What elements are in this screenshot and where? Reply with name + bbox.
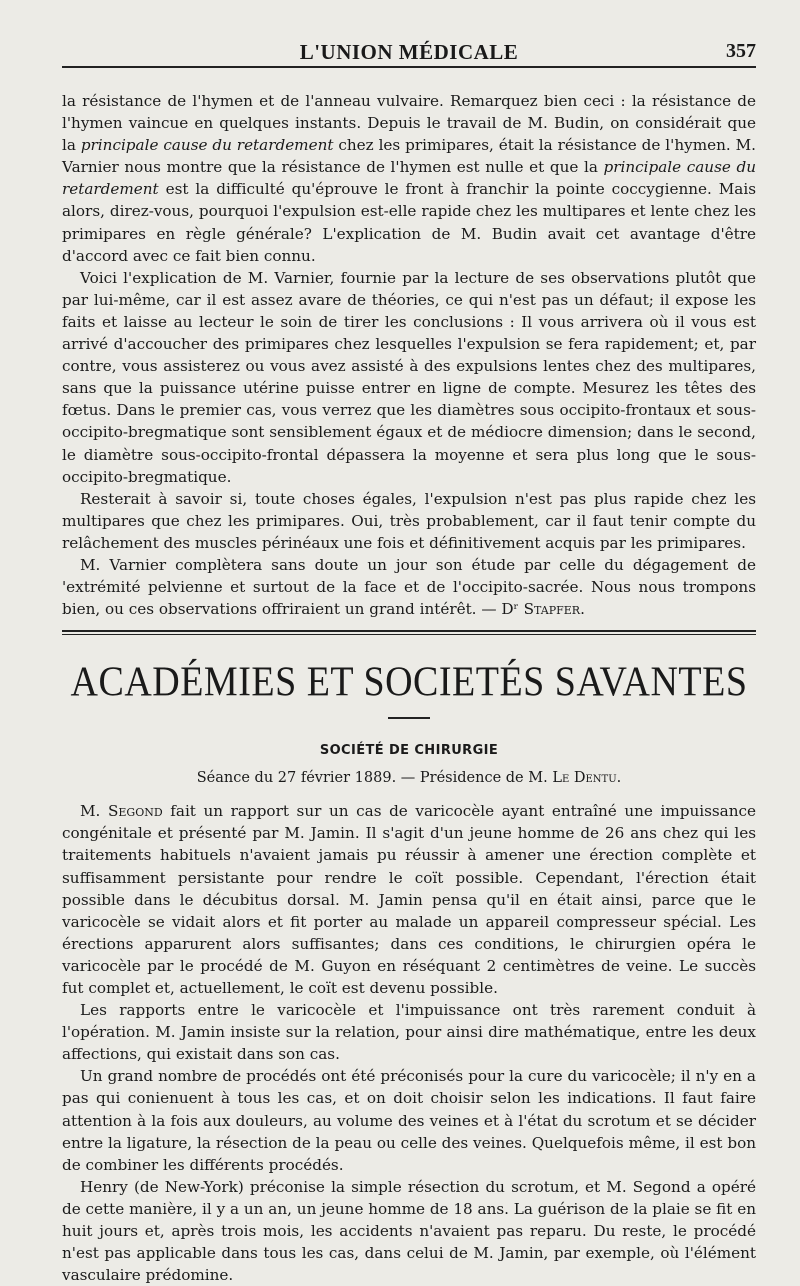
paragraph: Les rapports entre le varicocèle et l'impuissance ont très rarement conduit à l'opération. M. Jamin insiste sur la relation, pour ainsi dire mathématique, entre les deux affections, qui existait dans son cas. (62, 1001, 756, 1064)
running-title: L'UNION MÉDICALE (299, 40, 519, 64)
paragraph-text: la résistance de l'hymen et de l'anneau vulvaire. Remarquez bien ceci : la résistance de l'hymen vaincue en quelques instants. Depuis le travail de M. Budin, on considérait que la (62, 92, 756, 155)
emphasis-text: principale cause du retardement (62, 158, 756, 199)
speaker-name: M. Segond (80, 802, 163, 821)
page-number: 357 (726, 40, 756, 62)
emphasis-text: principale cause du retardement (80, 136, 334, 155)
paragraph-text: fait un rapport sur un cas de varicocèle ayant entraîné une impuissance congénitale et présenté par M. Jamin. Il s'agit d'un jeune homme de 26 ans chez qui les traitements habituels n'avaient jamais pu réussir à amener une érection complète et suffisamment persistante pour rendre le coït possible. Cependant, l'érection était possible dans le décubitus dorsal. M. Jamin pensa qu'il en était ainsi, parce que le varicocèle se vidait alors et fit porter au malade un appareil compresseur spécial. Les érections apparurent alors suffisantes; dans ces conditions, le chirurgien opéra le varicocèle par le procédé de M. Guyon en réséquant 2 centimètres de veine. Le succès fut complet et, actuellement, le coït est devenu possible. (62, 802, 757, 997)
session-date: Séance du 27 février 1889. — Présidence de M. (196, 770, 553, 787)
paragraph: Henry (de New-York) préconise la simple résection du scrotum, et M. Segond a opéré de cette manière, il y a un an, un jeune homme de 18 ans. La guérison de la plaie se fit en huit jours et, après trois mois, les accidents n'avaient pas reparu. Du reste, le procédé n'est pas applicable dans tous les cas, dans celui de M. Jamin, par exemple, où l'élément vasculaire prédomine. (62, 1177, 756, 1285)
session-line (62, 768, 756, 788)
paragraph (62, 90, 756, 267)
section-title: ACADÉMIES ET SOCIETÉS SAVANTES (70, 658, 748, 706)
president-name: Le Dentu. (552, 770, 622, 787)
paragraph-text: M. Varnier complètera sans doute un jour son étude par celle du dégagement de 'extrémité pelvienne et surtout de la face et de l'occipito-sacrée. Nous nous trompons bien, ou ces observations offriraient un grand intérêt. — (62, 555, 756, 619)
society-heading: SOCIÉTÉ DE CHIRURGIE (319, 743, 499, 759)
paragraph: Un grand nombre de procédés ont été préconisés pour la cure du varicocèle; il n'y en a pas qui conienuent à tous les cas, et on doit choisir selon les indications. Il faut faire attention à la fois aux douleurs, au volume des veines et à l'état du scrotum et se décider entre la ligature, la résection de la peau ou celle des veines. Quelquefois même, il est bon de combiner les différents procédés. (62, 1067, 756, 1174)
page-header (62, 36, 756, 70)
paragraph: Resterait à savoir si, toute choses égales, l'expulsion n'est pas plus rapide chez les multipares que chez les primipares. Oui, très probablement, car il faut tenir compte du relâchement des muscles périnéaux une fois et définitivement acquis par les primipares. (62, 489, 756, 552)
paragraph: Voici l'explication de M. Varnier, fournie par la lecture de ses observations plutôt que par lui-même, car il est assez avare de théories, ce qui n'est pas un défaut; il expose les faits et laisse au lecteur le soin de tirer les conclusions : Il vous arrivera où il vous est arrivé d'accoucher des primipares chez lesquelles l'expulsion se fera rapidement; et, par contre, vous assisterez ou vous avez assisté à des expulsions lentes chez des multipares, sans que la puissance utérine puisse entrer en ligne de compte. Mesurez les têtes des fœtus. Dans le premier cas, vous verrez que les diamètres sous occipito-frontaux et sous-occipito-bregmatique sont sensiblement égaux et de médiocre dimension; dans le second, le diamètre sous-occipito-frontal dépassera la moyenne et sera plus long que le sous-occipito-bregmatique. (62, 268, 756, 486)
paragraph-text: est la difficulté qu'éprouve le front à franchir la pointe coccygienne. Mais alors, direz-vous, pourquoi l'expulsion est-elle rapide chez les multipares et lente chez les primipares en règle générale? L'explication de M. Budin avait cet avantage d'être d'accord avec ce fait bien connu. (62, 180, 756, 265)
paragraph (62, 800, 756, 999)
paragraph-text: chez les primipares, était la résistance de l'hymen. M. Varnier nous montre que la résistance de l'hymen est nulle et que la (62, 136, 756, 177)
paragraph (62, 554, 756, 620)
society-report (62, 800, 756, 1286)
article-continuation (62, 90, 756, 620)
author-signature: Dʳ Stapfer. (501, 600, 585, 619)
section-divider (62, 630, 756, 635)
header-rule (62, 66, 756, 68)
title-rule (388, 717, 430, 719)
